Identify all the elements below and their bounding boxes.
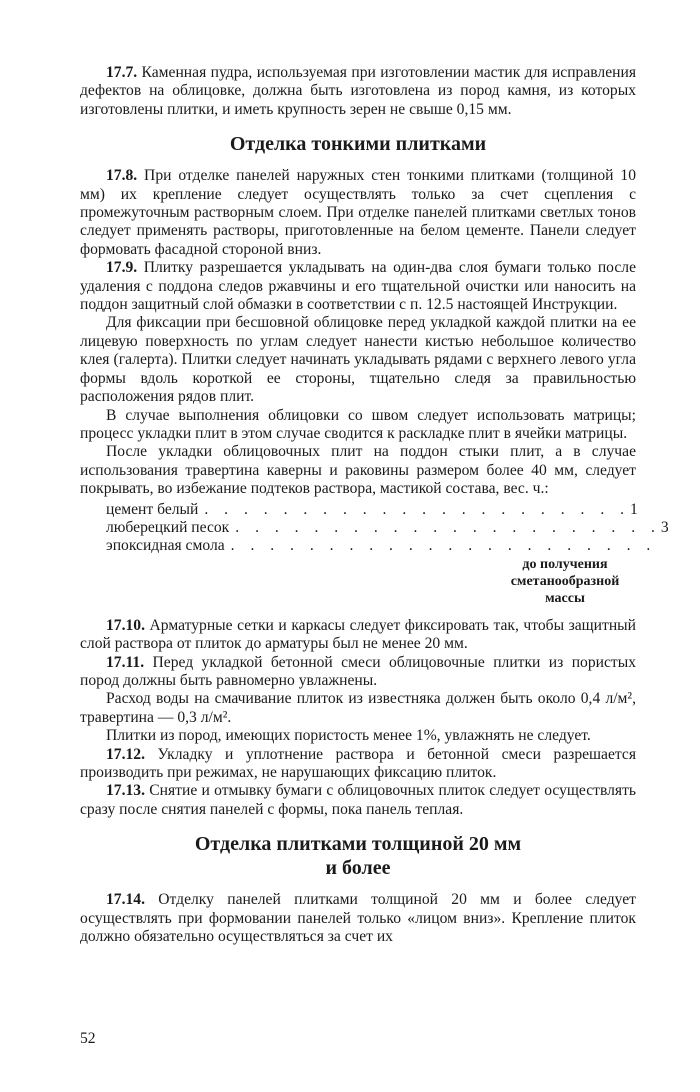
paragraph — [80, 782, 636, 819]
paragraph — [80, 690, 636, 727]
section-thick-tiles — [80, 891, 636, 946]
paragraph-text: После укладки облицовочных плит на поддон стыки плит, а в случае использования травертина каверны и раковины размером более 40 мм, следует покрывать, во избежание подтеков раствора, мастикой состава, вес. ч.: — [80, 443, 636, 498]
heading-thick-tiles-line2: и более — [325, 857, 391, 880]
mastic-ingredient-row — [106, 518, 669, 537]
paragraph-number: 17.13. — [106, 782, 145, 800]
paragraph-text: Для фиксации при бесшовной облицовке перед укладкой каждой плитки на ее лицевую поверхность по углам следует нанести кистью небольшое количество клея (галерта). Плитки следует начинать укладывать рядами с верхнего левого угла формы вдоль короткой ее стороны, тщательно следя за правильностью расположения рядов плит. — [80, 314, 636, 406]
paragraph-text: При отделке панелей наружных стен тонкими плитками (толщиной 10 мм) их крепление следует осуществлять только за счет сцепления с промежуточным растворным слоем. При отделке панелей плитками светлых тонов следует применять растворы, приготовленные на белом цементе. Панели следует формовать фасадной стороной вниз. — [80, 167, 636, 258]
document-page — [80, 64, 669, 946]
paragraph-number: 17.11. — [106, 653, 145, 671]
paragraph — [80, 167, 636, 259]
mastic-composition — [106, 500, 669, 607]
section-reinforcement — [80, 617, 636, 819]
paragraph — [80, 443, 636, 498]
paragraph — [80, 407, 636, 444]
paragraph-text: Арматурные сетки и каркасы следует фиксировать так, чтобы защитный слой раствора от плиток до арматуры был не менее 20 мм. — [80, 616, 636, 653]
paragraph-text: Плитки из пород, имеющих пористость менее 1%, увлажнять не следует. — [106, 727, 591, 745]
paragraph — [80, 891, 636, 946]
paragraph-number: 17.9. — [106, 259, 138, 277]
mastic-note: до получения сметанообразной массы — [510, 556, 620, 606]
paragraph-text: Каменная пудра, используемая при изготовлении мастик для исправления дефектов на облицовке, должна быть изготовлена из пород камня, из которых изготовлены плитки, и иметь крупность зерен не свыше 0,15 мм. — [80, 64, 636, 118]
ingredient-parts: 3 — [660, 518, 669, 536]
paragraph-text: Расход воды на смачивание плиток из известняка должен быть около 0,4 л/м², травертина — 0,3 л/м². — [80, 690, 636, 726]
mastic-note-row — [106, 556, 636, 607]
paragraph-number: 17.7. — [106, 64, 138, 81]
paragraph — [80, 654, 636, 691]
paragraph-text: Перед укладкой бетонной смеси облицовочные плитки из пористых пород должны быть равномерно увлажнены. — [80, 653, 636, 689]
section-stone-powder — [80, 64, 636, 119]
paragraph — [80, 617, 636, 654]
paragraph-number: 17.14. — [106, 891, 145, 909]
paragraph — [80, 64, 636, 119]
paragraph — [80, 259, 636, 314]
leader-dots: . . . . . . . . . . . . . . . . . . . . . . — [230, 537, 657, 555]
paragraph-text: Отделку панелей плитками толщиной 20 мм и более следует осуществлять при формовании панелей только «лицом вниз». Крепление плиток должно обязательно осуществляться за счет их — [80, 891, 636, 945]
ingredient-name: люберецкий песок — [106, 518, 230, 536]
heading-thick-tiles — [80, 832, 636, 880]
paragraph-number: 17.8. — [106, 167, 138, 185]
paragraph-number: 17.12. — [106, 745, 145, 763]
mastic-ingredient-row — [106, 537, 657, 555]
paragraph-text: В случае выполнения облицовки со швом следует использовать матрицы; процесс укладки плит в этом случае сводится к раскладке плит в ячейки матрицы. — [80, 406, 636, 442]
heading-thin-tiles: Отделка тонкими плитками — [229, 133, 487, 156]
paragraph-text: Плитку разрешается укладывать на один-два слоя бумаги только после удаления с поддона следов ржавчины и его тщательной очистки или наносить на поддон защитный слой обмазки в соответствии с п. 12.5 настоящей Инструкции. — [80, 259, 636, 314]
paragraph-text: Укладку и уплотнение раствора и бетонной смеси разрешается производить при режимах, не нарушающих фиксацию плиток. — [80, 745, 636, 781]
ingredient-parts: 1 — [630, 500, 638, 518]
mastic-ingredient-row — [106, 501, 636, 519]
leader-dots: . . . . . . . . . . . . . . . . . . . . . . — [204, 500, 631, 518]
paragraph — [80, 746, 636, 783]
mastic-composition-rows — [106, 500, 669, 556]
ingredient-name: цемент белый — [106, 500, 199, 518]
paragraph — [80, 314, 636, 406]
leader-dots: . . . . . . . . . . . . . . . . . . . . . . — [235, 518, 661, 536]
paragraph-text: Снятие и отмывку бумаги с облицовочных плиток следует осуществлять сразу после снятия панелей с формы, пока панель теплая. — [80, 782, 636, 818]
paragraph — [80, 727, 636, 745]
paragraph-number: 17.10. — [106, 616, 145, 634]
heading-thick-tiles-line1: Отделка плитками толщиной 20 мм — [194, 833, 522, 856]
ingredient-name: эпоксидная смола — [106, 537, 225, 555]
page-number: 52 — [80, 1030, 96, 1047]
section-thin-tiles — [80, 167, 636, 498]
